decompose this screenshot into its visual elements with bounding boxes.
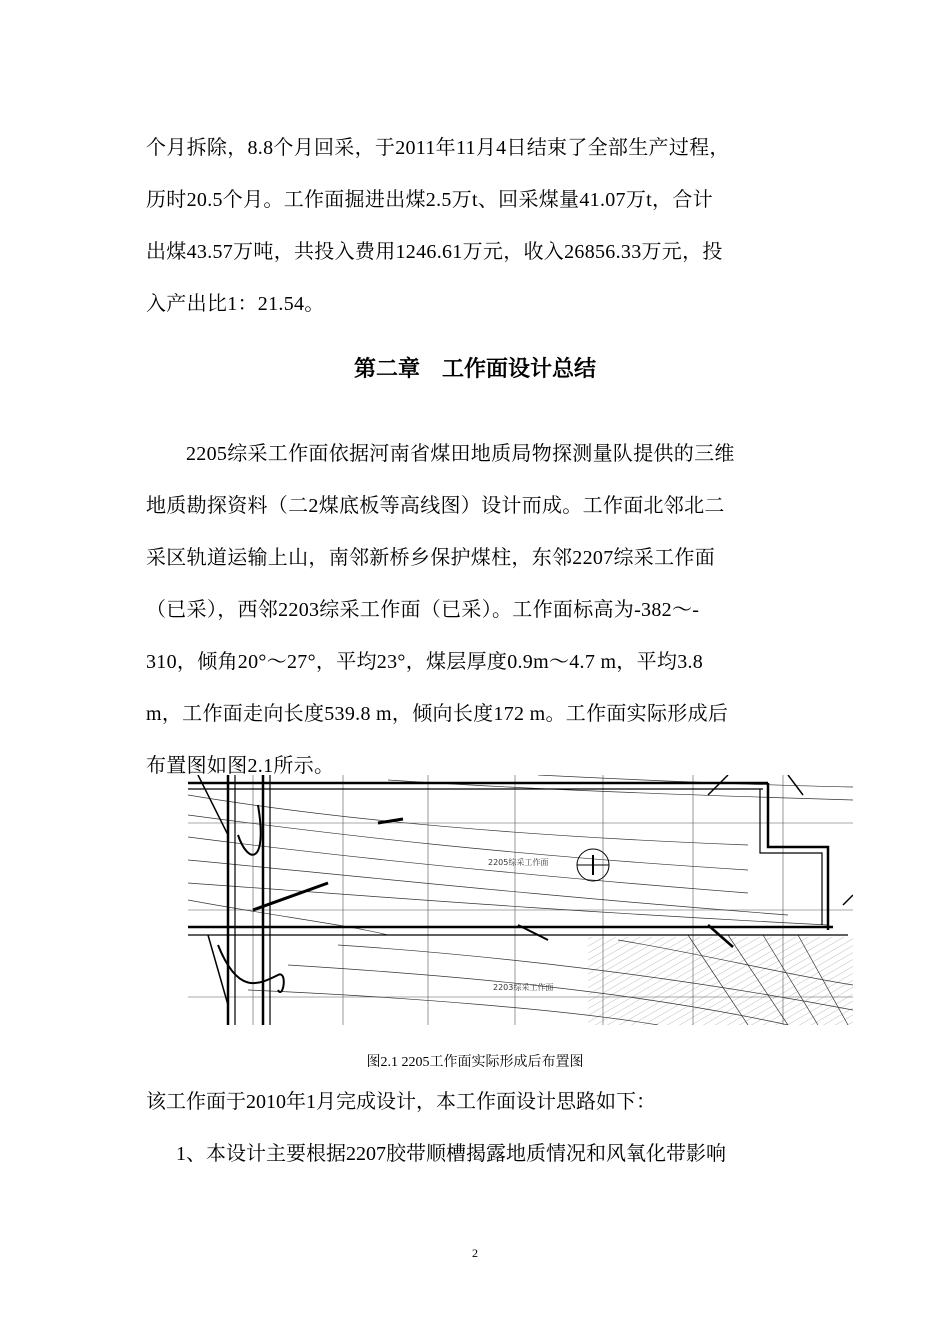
text-line: 310，倾角20°～27°，平均23°，煤层厚度0.9m～4.7 m，平均3.8 (146, 651, 704, 673)
paragraph-summary (146, 122, 816, 330)
figure-label-2203: 2203综采工作面 (493, 983, 554, 992)
chapter-heading: 第二章 工作面设计总结 (353, 357, 596, 382)
text-line: 历时20.5个月。工作面掘进出煤2.5万t、回采煤量41.07万t，合计 (146, 189, 713, 211)
survey-marker-icon (577, 849, 609, 881)
text-line: 2205综采工作面依据河南省煤田地质局物探测量队提供的三维 (186, 443, 735, 465)
text-line: 采区轨道运输上山，南邻新桥乡保护煤柱，东邻2207综采工作面 (146, 547, 715, 569)
text-line: m，工作面走向长度539.8 m，倾向长度172 m。工作面实际形成后 (146, 703, 729, 725)
paragraph-design-basis (146, 428, 816, 792)
text-line: （已采），西邻2203综采工作面（已采）。工作面标高为-382～- (146, 599, 700, 621)
text-line: 入产出比1：21.54。 (146, 293, 325, 315)
text-line: 地质勘探资料（二2煤底板等高线图）设计而成。工作面北邻北二 (146, 495, 725, 517)
paragraph-item-1: 1、本设计主要根据2207胶带顺槽揭露地质情况和风氧化带影响 (176, 1143, 726, 1165)
layout-figure (188, 775, 853, 1025)
figure-caption: 图2.1 2205工作面实际形成后布置图 (366, 1055, 584, 1070)
figure-label-2205: 2205综采工作面 (488, 858, 549, 867)
text-line: 个月拆除，8.8个月回采，于2011年11月4日结束了全部生产过程， (146, 137, 730, 159)
page-number: 2 (472, 1246, 478, 1260)
text-line: 布置图如图2.1所示。 (146, 755, 335, 777)
paragraph-design-intro: 该工作面于2010年1月完成设计，本工作面设计思路如下： (146, 1091, 656, 1113)
text-line: 出煤43.57万吨，共投入费用1246.61万元，收入26856.33万元，投 (146, 241, 723, 263)
